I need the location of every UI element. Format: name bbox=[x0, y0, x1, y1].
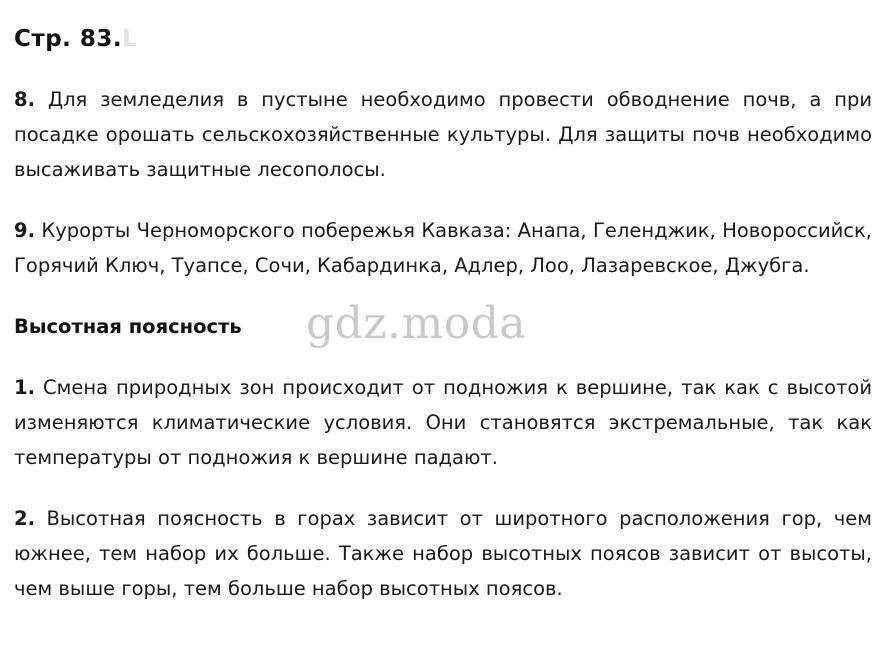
page-number-heading bbox=[14, 26, 872, 52]
section-heading: Высотная поясность bbox=[14, 315, 242, 338]
site-watermark: gdz.moda bbox=[306, 298, 527, 349]
answer-text-8: Для земледелия в пустыне необходимо провести обводнение почв, а при посадке орошать сельскохозяйственные культуры. Для защиты почв необходимо высаживать защитные лесополосы. bbox=[14, 88, 872, 181]
page-content bbox=[14, 26, 872, 606]
answer-number-9: 9. bbox=[14, 219, 35, 242]
answer-text-1: Смена природных зон происходит от подножия к вершине, так как с высотой изменяются климатические условия. Они становятся экстремальные, так как температуры от подножия к вершине падают. bbox=[14, 376, 872, 469]
answer-paragraph-1 bbox=[14, 370, 872, 475]
answer-number-8: 8. bbox=[14, 88, 35, 111]
answer-number-1: 1. bbox=[14, 376, 35, 399]
answer-text-9: Курорты Черноморского побережья Кавказа: Анапа, Геленджик, Новороссийск, Горячий Ключ, Туапсе, Сочи, Кабардинка, Адлер, Лоо, Лазаревское, Джубга. bbox=[14, 219, 872, 277]
answer-paragraph-2 bbox=[14, 501, 872, 606]
page-number-faded-char: L bbox=[122, 26, 138, 52]
answer-text-2: Высотная поясность в горах зависит от широтного расположения гор, чем южнее, тем набор их больше. Также набор высотных поясов зависит от высоты, чем выше горы, тем больше набор высотных поясов. bbox=[14, 507, 872, 600]
answer-number-2: 2. bbox=[14, 507, 35, 530]
page-number-label: Стр. 83. bbox=[14, 26, 123, 52]
answer-paragraph-8 bbox=[14, 82, 872, 187]
answer-paragraph-9 bbox=[14, 213, 872, 283]
